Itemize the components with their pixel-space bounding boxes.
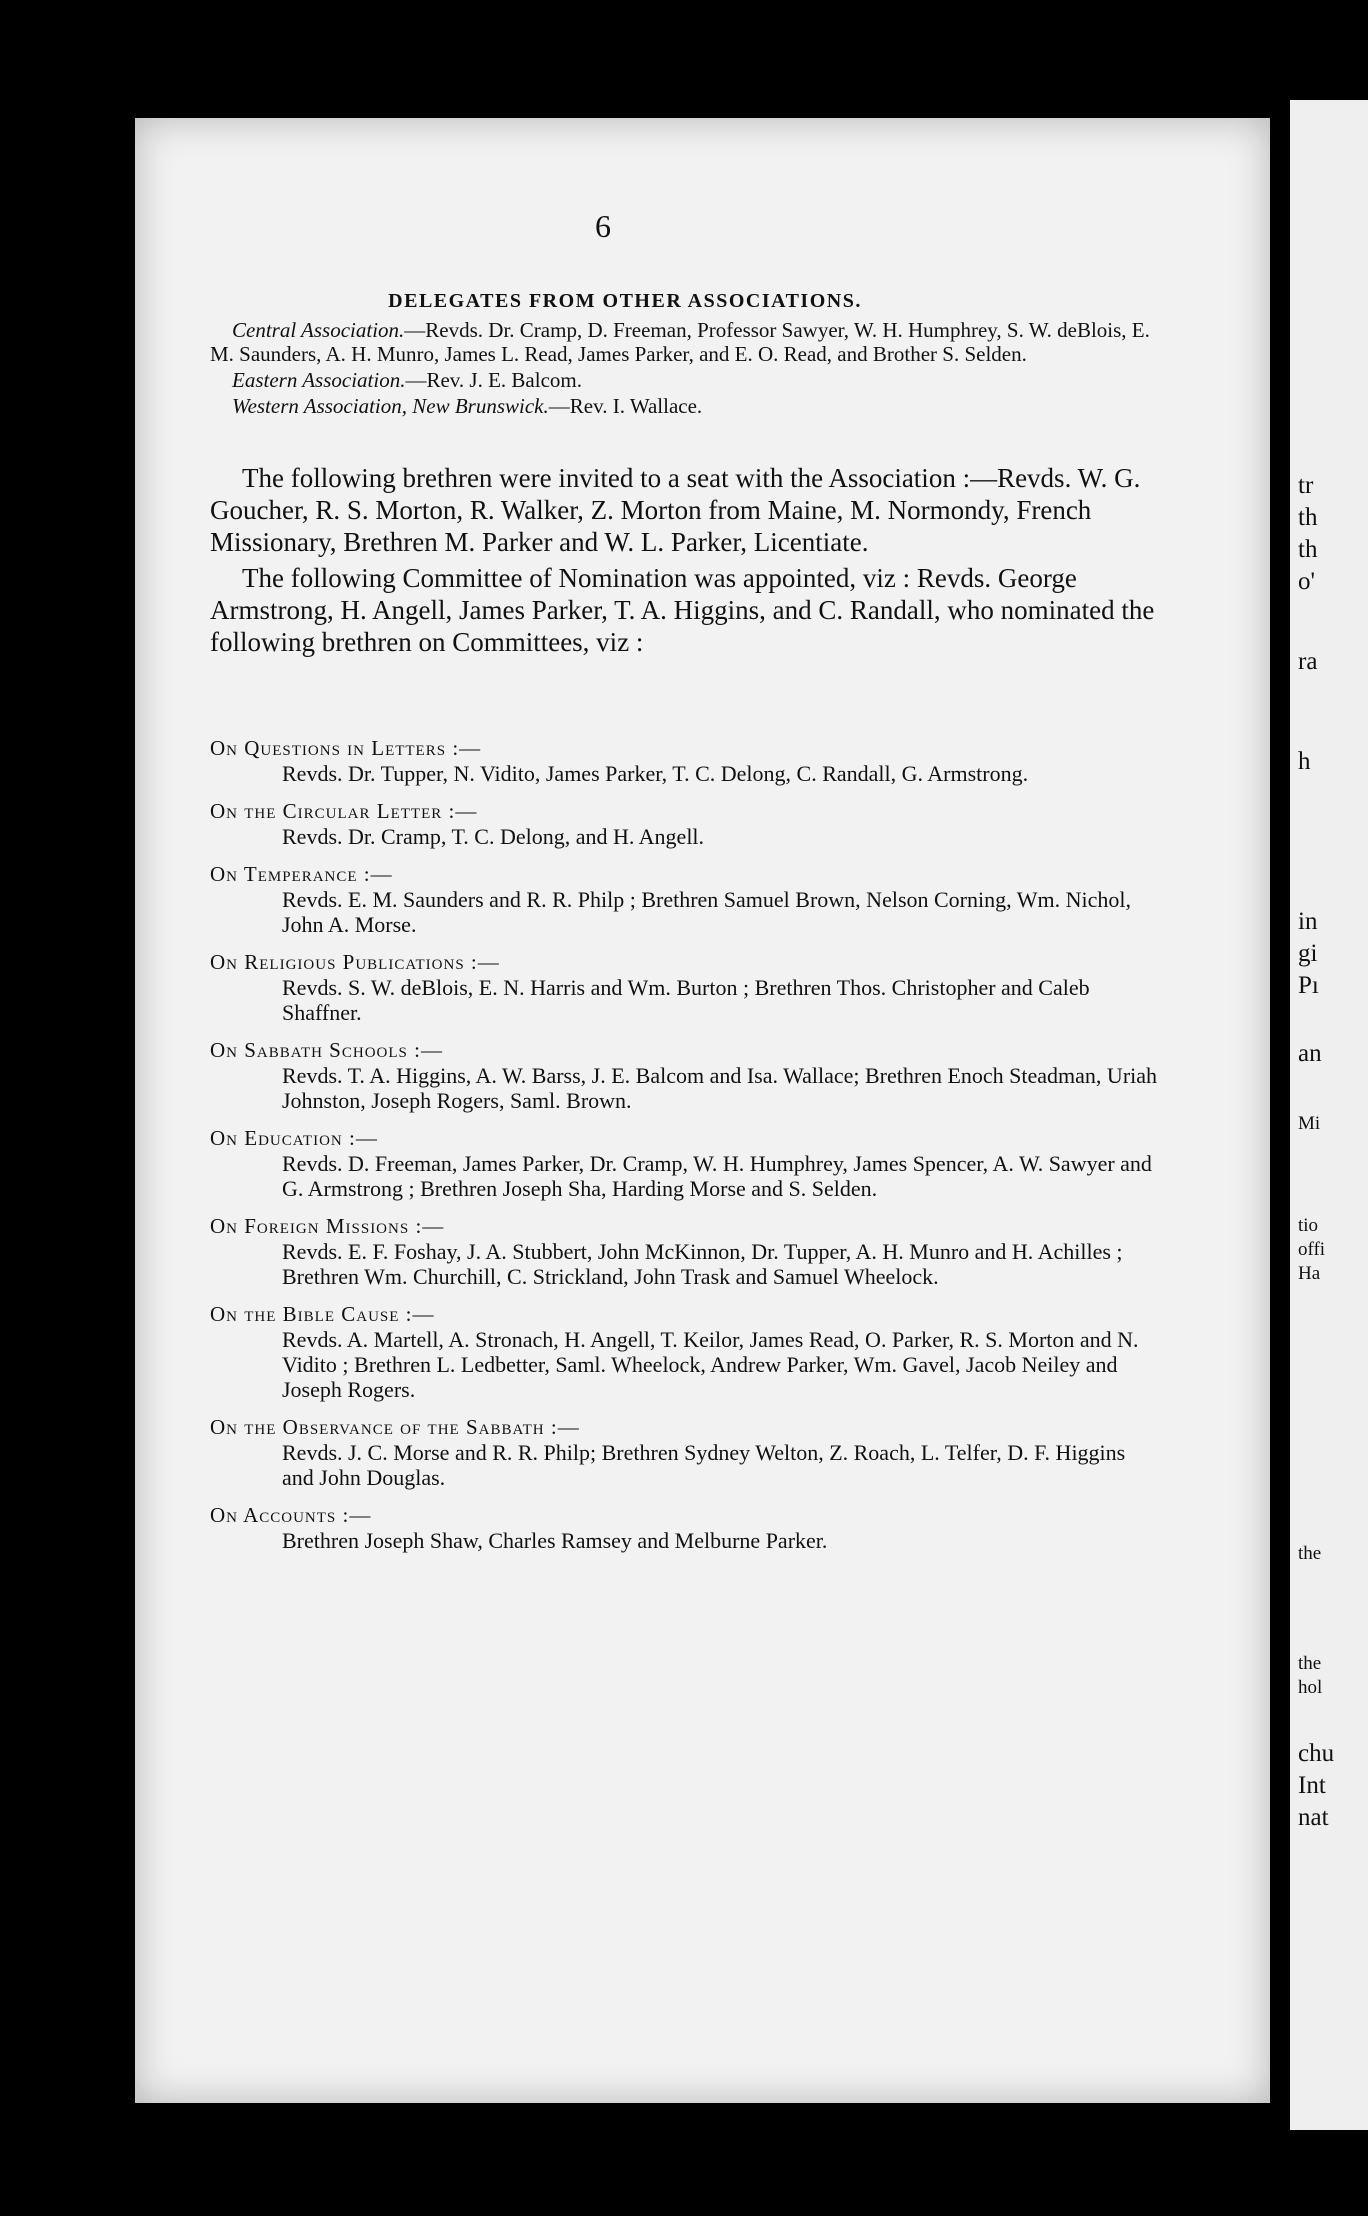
- committee-title: On Sabbath Schools :—: [210, 1038, 443, 1062]
- fragment: Pı: [1298, 972, 1319, 999]
- section-heading: DELEGATES FROM OTHER ASSOCIATIONS.: [388, 290, 862, 312]
- committee: [210, 1213, 1170, 1289]
- fragment: th: [1298, 504, 1318, 531]
- fragment: the: [1298, 1543, 1322, 1564]
- fragment: Int: [1298, 1772, 1326, 1799]
- paragraph: The following brethren were invited to a seat with the Association :—Revds. W. G. Goucher, R. S. Morton, R. Walker, Z. Morton from Maine, M. Normondy, French Missionary, Brethren M. Parker and W. L. Parker, Licentiate.: [210, 463, 1141, 557]
- adjacent-page-edge: [1290, 100, 1368, 2130]
- association-members: —Revds. Dr. Cramp, D. Freeman, Professor Sawyer, W. H. Humphrey, S. W. deBlois, E. M. Saunders, A. H. Munro, James L. Read, James Parker, and E. O. Read, and Brother S. Selden.: [210, 318, 1150, 366]
- fragment: offi: [1298, 1239, 1326, 1260]
- delegate-entry: [210, 368, 1170, 392]
- committee-title: On Religious Publications :—: [210, 950, 500, 974]
- committee-title: On Education :—: [210, 1126, 378, 1150]
- delegates-list: [210, 318, 1170, 420]
- committee-title: On Foreign Missions :—: [210, 1214, 445, 1238]
- committee: [210, 1301, 1170, 1402]
- committee: [210, 735, 1170, 786]
- committee-title: On Temperance :—: [210, 862, 393, 886]
- fragment: tio: [1298, 1215, 1319, 1236]
- committee-title: On the Bible Cause :—: [210, 1302, 435, 1326]
- association-members: —Rev. I. Wallace.: [548, 394, 703, 418]
- committee-members: Revds. J. C. Morse and R. R. Philp; Brethren Sydney Welton, Z. Roach, L. Telfer, D. F. Higgins and John Douglas.: [282, 1440, 1126, 1490]
- fragment: Mi: [1298, 1113, 1321, 1134]
- committee-members: Brethren Joseph Shaw, Charles Ramsey and Melburne Parker.: [282, 1528, 828, 1553]
- committee: [210, 798, 1170, 849]
- fragment: an: [1298, 1040, 1322, 1067]
- committee-members: Revds. T. A. Higgins, A. W. Barss, J. E. Balcom and Isa. Wallace; Brethren Enoch Steadman, Uriah Johnston, Joseph Rogers, Saml. Brown.: [282, 1063, 1158, 1113]
- committee-title: On Accounts :—: [210, 1503, 372, 1527]
- committee-title: On the Circular Letter :—: [210, 799, 478, 823]
- association-name: Central Association.: [232, 318, 405, 342]
- committee-members: Revds. E. M. Saunders and R. R. Philp ; Brethren Samuel Brown, Nelson Corning, Wm. Nichol, John A. Morse.: [282, 887, 1131, 937]
- delegate-entry: [210, 318, 1170, 366]
- body-paragraphs: [210, 462, 1170, 662]
- fragment: tr: [1298, 472, 1314, 499]
- committee-members: Revds. Dr. Cramp, T. C. Delong, and H. Angell.: [282, 824, 705, 849]
- committee-members: Revds. A. Martell, A. Stronach, H. Angell, T. Keilor, James Read, O. Parker, R. S. Morton and N. Vidito ; Brethren L. Ledbetter, Saml. Wheelock, Andrew Parker, Wm. Gavel, Jacob Neiley and Joseph Rogers.: [282, 1327, 1139, 1402]
- committee-members: Revds. E. F. Foshay, J. A. Stubbert, John McKinnon, Dr. Tupper, A. H. Munro and H. Achilles ; Brethren Wm. Churchill, C. Strickland, John Trask and Samuel Wheelock.: [282, 1239, 1123, 1289]
- fragment: th: [1298, 536, 1318, 563]
- committee-title: On Questions in Letters :—: [210, 736, 482, 760]
- fragment: h: [1298, 748, 1311, 775]
- association-name: Eastern Association.: [232, 368, 406, 392]
- fragment: chu: [1298, 1740, 1335, 1767]
- association-name: Western Association, New Brunswick.: [232, 394, 549, 418]
- committee-title: On the Observance of the Sabbath :—: [210, 1415, 580, 1439]
- fragment: ra: [1298, 648, 1318, 675]
- committee-members: Revds. Dr. Tupper, N. Vidito, James Parker, T. C. Delong, C. Randall, G. Armstrong.: [282, 761, 1029, 786]
- fragment: nat: [1298, 1804, 1329, 1831]
- committee-members: Revds. D. Freeman, James Parker, Dr. Cramp, W. H. Humphrey, James Spencer, A. W. Sawyer and G. Armstrong ; Brethren Joseph Sha, Harding Morse and S. Selden.: [282, 1151, 1152, 1201]
- committee-members: Revds. S. W. deBlois, E. N. Harris and Wm. Burton ; Brethren Thos. Christopher and Caleb Shaffner.: [282, 975, 1090, 1025]
- delegate-entry: [210, 394, 1170, 418]
- fragment: gi: [1298, 940, 1318, 967]
- committee: [210, 949, 1170, 1025]
- fragment: the: [1298, 1653, 1322, 1674]
- fragment: Ha: [1298, 1263, 1321, 1284]
- association-members: —Rev. J. E. Balcom.: [405, 368, 582, 392]
- committee: [210, 1502, 1170, 1553]
- paragraph: The following Committee of Nomination was appointed, viz : Revds. George Armstrong, H. Angell, James Parker, T. A. Higgins, and C. Randall, who nominated the following brethren on Committees, viz :: [210, 563, 1155, 657]
- fragment: o': [1298, 568, 1316, 595]
- fragment: hol: [1298, 1677, 1323, 1698]
- page-number: 6: [595, 208, 611, 244]
- committee: [210, 1037, 1170, 1113]
- committee-list: [210, 735, 1170, 1565]
- committee: [210, 1125, 1170, 1201]
- fragment: in: [1298, 908, 1318, 935]
- committee: [210, 1414, 1170, 1490]
- committee: [210, 861, 1170, 937]
